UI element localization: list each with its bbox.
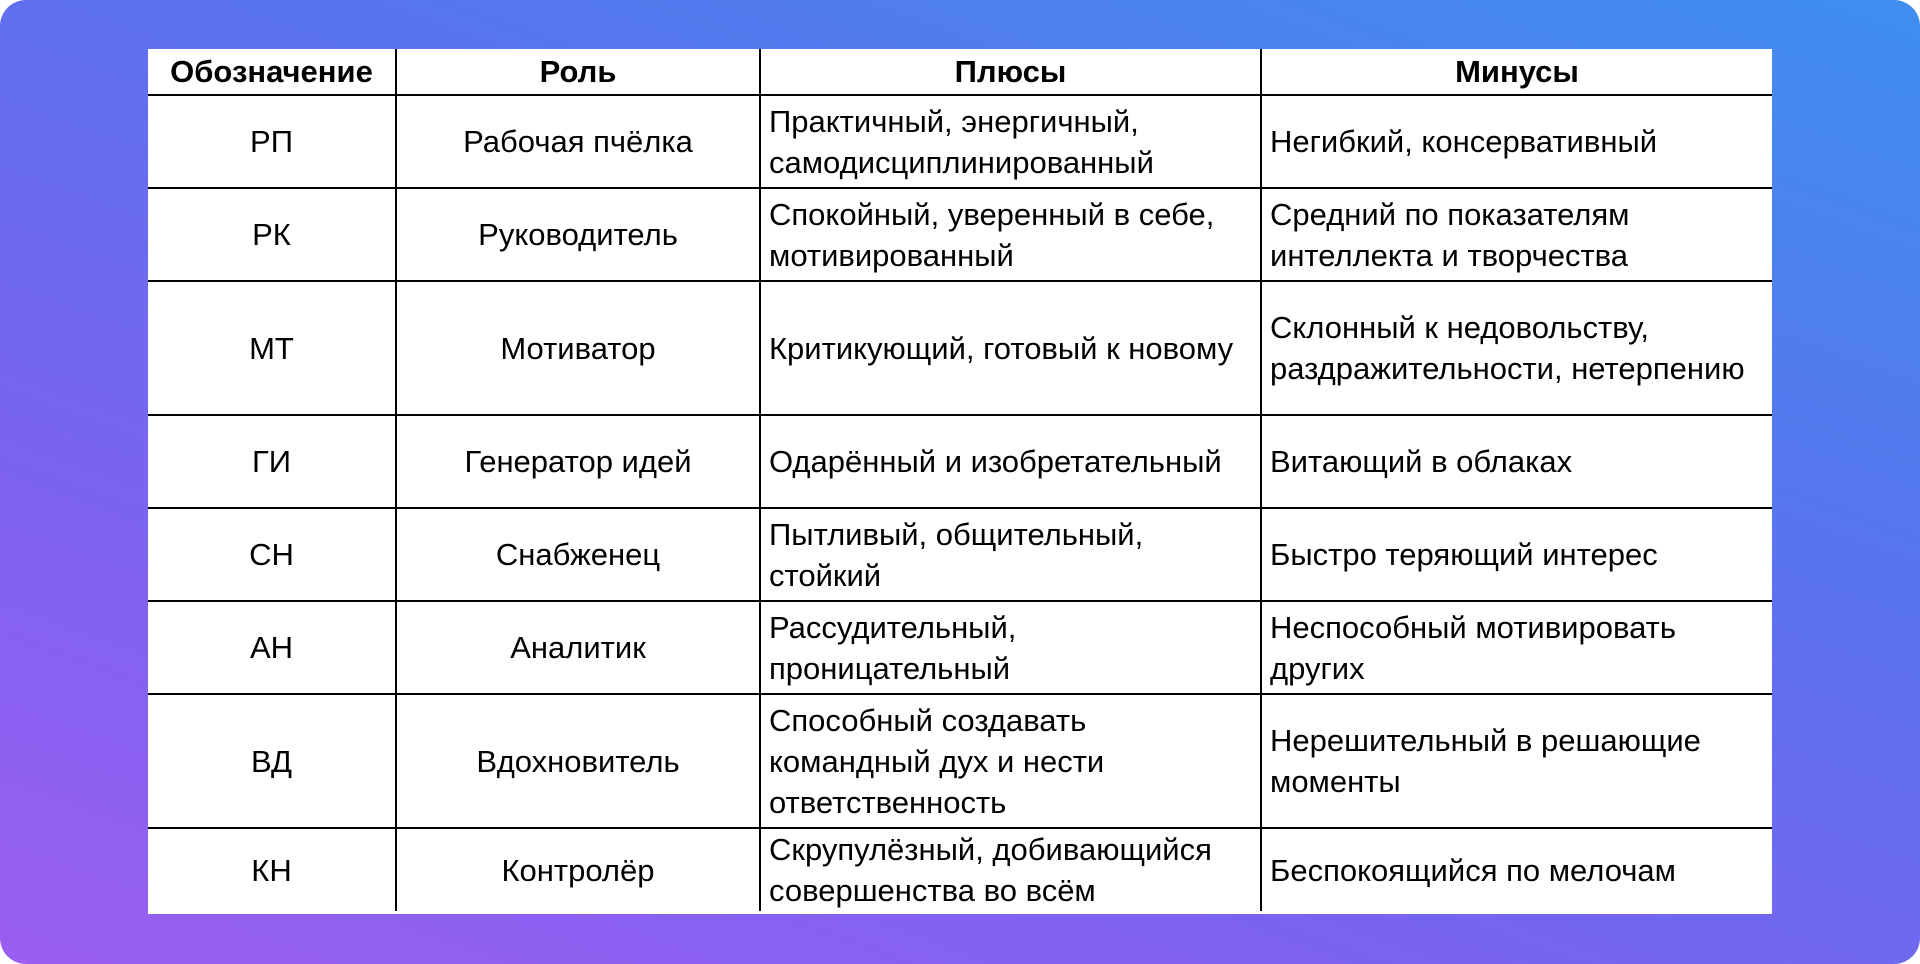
table-row bbox=[148, 601, 1772, 694]
roles-table-container bbox=[148, 49, 1772, 914]
cell-role: Аналитик bbox=[396, 601, 760, 694]
cell-role: Мотиватор bbox=[396, 281, 760, 415]
table-row bbox=[148, 828, 1772, 911]
cell-code: РП bbox=[148, 95, 396, 188]
cell-code: РК bbox=[148, 188, 396, 281]
table-row bbox=[148, 281, 1772, 415]
cell-code: МТ bbox=[148, 281, 396, 415]
cell-cons: Быстро теряющий интерес bbox=[1261, 508, 1772, 601]
cell-cons: Негибкий, консервативный bbox=[1261, 95, 1772, 188]
cell-role: Вдохновитель bbox=[396, 694, 760, 828]
cell-cons: Витающий в облаках bbox=[1261, 415, 1772, 508]
cell-cons: Беспокоящийся по мелочам bbox=[1261, 828, 1772, 911]
table-row bbox=[148, 188, 1772, 281]
cell-cons: Неспособный мотивировать других bbox=[1261, 601, 1772, 694]
cell-role: Контролёр bbox=[396, 828, 760, 911]
cell-code: АН bbox=[148, 601, 396, 694]
cell-code: ГИ bbox=[148, 415, 396, 508]
table-row bbox=[148, 508, 1772, 601]
table-header-row bbox=[148, 49, 1772, 95]
cell-cons: Нерешительный в решающие моменты bbox=[1261, 694, 1772, 828]
cell-role: Снабженец bbox=[396, 508, 760, 601]
cell-pros: Критикующий, готовый к новому bbox=[760, 281, 1261, 415]
cell-pros: Практичный, энергичный, самодисциплинированный bbox=[760, 95, 1261, 188]
table-row bbox=[148, 694, 1772, 828]
header-cons: Минусы bbox=[1261, 49, 1772, 95]
header-pros: Плюсы bbox=[760, 49, 1261, 95]
header-role: Роль bbox=[396, 49, 760, 95]
cell-pros: Способный создавать командный дух и нести ответственность bbox=[760, 694, 1261, 828]
cell-role: Руководитель bbox=[396, 188, 760, 281]
cell-pros: Рассудительный, проницательный bbox=[760, 601, 1261, 694]
cell-cons: Средний по показателям интеллекта и творчества bbox=[1261, 188, 1772, 281]
cell-code: КН bbox=[148, 828, 396, 911]
cell-pros: Пытливый, общительный, стойкий bbox=[760, 508, 1261, 601]
cell-pros: Спокойный, уверенный в себе, мотивированный bbox=[760, 188, 1261, 281]
header-code: Обозначение bbox=[148, 49, 396, 95]
cell-pros: Скрупулёзный, добивающийся совершенства во всём bbox=[760, 828, 1261, 911]
table-row bbox=[148, 95, 1772, 188]
roles-table bbox=[148, 49, 1772, 911]
cell-role: Рабочая пчёлка bbox=[396, 95, 760, 188]
cell-role: Генератор идей bbox=[396, 415, 760, 508]
cell-cons: Склонный к недовольству, раздражительности, нетерпению bbox=[1261, 281, 1772, 415]
cell-pros: Одарённый и изобретательный bbox=[760, 415, 1261, 508]
cell-code: ВД bbox=[148, 694, 396, 828]
cell-code: СН bbox=[148, 508, 396, 601]
table-row bbox=[148, 415, 1772, 508]
